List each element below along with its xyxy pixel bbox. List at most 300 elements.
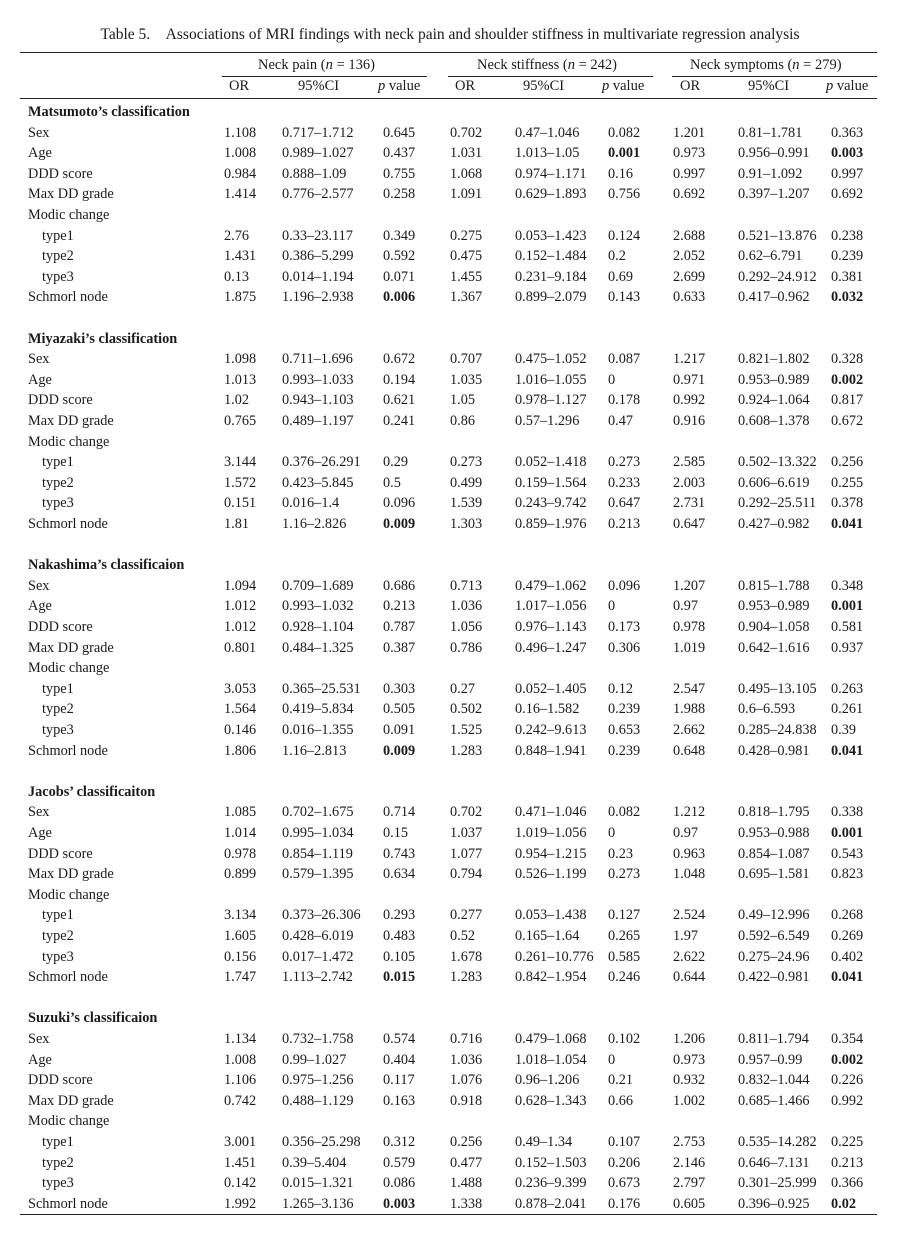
table-cell: 0.502: [450, 701, 483, 718]
table-cell: 0.742: [224, 1092, 257, 1109]
table-cell: 0.878–2.041: [515, 1195, 587, 1212]
section-title: Nakashima’s classificaion: [28, 557, 185, 574]
table-cell: 0.978–1.127: [515, 392, 587, 409]
table-cell: 0.815–1.788: [738, 577, 810, 594]
p-symbol: p: [826, 78, 834, 94]
table-cell: 0.645: [383, 124, 416, 141]
row-label: DDD score: [28, 392, 93, 409]
table-cell: 0.899: [224, 866, 257, 883]
group-n: n: [567, 57, 575, 73]
table-cell: 0.402: [831, 948, 864, 965]
table-cell: 0.96–1.206: [515, 1072, 580, 1089]
table-cell: 1.008: [224, 1051, 257, 1068]
row-label: Modic change: [28, 886, 110, 903]
table-cell: 0.003: [831, 145, 864, 162]
table-cell: 1.97: [673, 928, 699, 944]
table-cell: 0.592–6.549: [738, 928, 810, 944]
table-cell: 1.019: [673, 639, 706, 656]
table-cell: 0.117: [383, 1072, 415, 1089]
table-cell: 0.5: [383, 474, 401, 491]
table-cell: 0.628–1.343: [515, 1092, 587, 1109]
table-cell: 0.62–6.791: [738, 248, 803, 265]
row-label: DDD score: [28, 845, 93, 862]
table-cell: 0.176: [608, 1195, 641, 1212]
table-cell: 1.068: [450, 165, 483, 182]
row-label: Max DD grade: [28, 866, 114, 883]
column-header-p: [826, 78, 868, 95]
table-cell: 3.134: [224, 907, 257, 924]
table-cell: 0.634: [383, 866, 416, 883]
table-cell: 0.786: [450, 639, 483, 656]
group-underline: [222, 76, 427, 77]
table-cell: 0.475: [450, 248, 483, 265]
group-count: = 136): [332, 57, 375, 73]
column-header-or: OR: [229, 78, 250, 94]
table-cell: 0.495–13.105: [738, 680, 817, 697]
table-cell: 3.144: [224, 454, 257, 471]
table-cell: 0.082: [608, 124, 641, 141]
row-label: type2: [42, 474, 74, 491]
table-cell: 0.243–9.742: [515, 495, 587, 512]
table-cell: 0.268: [831, 907, 864, 924]
table-cell: 0.49–1.34: [515, 1134, 573, 1150]
table-cell: 0.974–1.171: [515, 165, 587, 182]
table-cell: 0.017–1.472: [282, 948, 354, 965]
table-cell: 1.002: [673, 1092, 706, 1109]
group-label: Neck stiffness (: [477, 57, 568, 73]
table-cell: 0.499: [450, 474, 483, 491]
table-cell: 0.695–1.581: [738, 866, 810, 883]
table-cell: 0.151: [224, 495, 257, 512]
table-cell: 0.241: [383, 413, 416, 429]
p-value-word: value: [385, 78, 421, 94]
group-label: Neck symptoms (: [690, 57, 793, 73]
table-cell: 0.419–5.834: [282, 701, 354, 718]
table-cell: 0.954–1.215: [515, 845, 587, 862]
table-cell: 1.031: [450, 145, 483, 162]
table-cell: 0.354: [831, 1031, 864, 1047]
table-cell: 1.525: [450, 722, 483, 738]
table-cell: 2.003: [673, 474, 706, 491]
table-cell: 0.633: [673, 289, 706, 306]
row-label: Max DD grade: [28, 413, 114, 429]
section-title: Jacobs’ classificaiton: [28, 783, 156, 800]
table-cell: 2.547: [673, 680, 706, 697]
row-label: type1: [42, 454, 74, 471]
table-cell: 0.489–1.197: [282, 413, 354, 429]
row-label: Max DD grade: [28, 639, 114, 656]
table-cell: 0.428–6.019: [282, 928, 354, 944]
table-cell: 0.006: [383, 289, 416, 306]
table-cell: 0.953–0.989: [738, 598, 810, 615]
table-cell: 0.387: [383, 639, 416, 656]
table-cell: 0.312: [383, 1134, 416, 1150]
row-label: type3: [42, 948, 74, 965]
table-cell: 2.753: [673, 1134, 706, 1150]
row-label: Sex: [28, 1031, 50, 1047]
table-cell: 0.47: [608, 413, 634, 429]
table-cell: 2.585: [673, 454, 706, 471]
table-cell: 0.015–1.321: [282, 1175, 354, 1192]
table-cell: 0.521–13.876: [738, 227, 817, 244]
table-cell: 0.978: [224, 845, 257, 862]
table-cell: 0.794: [450, 866, 483, 883]
table-cell: 0.475–1.052: [515, 351, 587, 368]
table-cell: 1.16–2.826: [282, 516, 347, 532]
table-cell: 1.564: [224, 701, 257, 718]
row-label: Schmorl node: [28, 516, 108, 532]
table-cell: 0.356–25.298: [282, 1134, 361, 1150]
table-cell: 0.152–1.484: [515, 248, 587, 265]
table-cell: 0.303: [383, 680, 416, 697]
header-rule: [20, 98, 877, 99]
table-cell: 0.997: [831, 165, 864, 182]
table-cell: 0.91–1.092: [738, 165, 803, 182]
table-cell: 0.673: [608, 1175, 641, 1192]
table-cell: 0.163: [383, 1092, 416, 1109]
table-cell: 1.013–1.05: [515, 145, 580, 162]
column-header-ci: 95%CI: [748, 78, 790, 94]
table-cell: 0.6–6.593: [738, 701, 796, 718]
group-header-neck-symptoms: [690, 57, 842, 74]
table-cell: 0.001: [608, 145, 641, 162]
table-cell: 0.233: [608, 474, 641, 491]
table-cell: 0.899–2.079: [515, 289, 587, 306]
table-cell: 3.053: [224, 680, 257, 697]
table-cell: 0.579–1.395: [282, 866, 354, 883]
row-label: Modic change: [28, 1113, 110, 1130]
table-cell: 0.236–9.399: [515, 1175, 587, 1192]
table-cell: 0.053–1.423: [515, 227, 587, 244]
table-cell: 0.002: [831, 1051, 864, 1068]
section-title: Matsumoto’s classification: [28, 104, 190, 120]
table-cell: 0: [608, 825, 616, 841]
table-cell: 0.642–1.616: [738, 639, 810, 656]
table-cell: 0.032: [831, 289, 864, 306]
table-cell: 2.731: [673, 495, 706, 512]
table-cell: 0.702: [450, 124, 483, 141]
table-cell: 0.685–1.466: [738, 1092, 810, 1109]
table-cell: 0.484–1.325: [282, 639, 354, 656]
table-cell: 0.427–0.982: [738, 516, 810, 532]
table-cell: 0.924–1.064: [738, 392, 810, 409]
table-cell: 0.801: [224, 639, 257, 656]
table-cell: 0.001: [831, 825, 864, 841]
table-cell: 0.99–1.027: [282, 1051, 347, 1068]
row-label: Sex: [28, 577, 50, 594]
table-cell: 0.258: [383, 186, 416, 203]
table-cell: 1.037: [450, 825, 483, 841]
table-cell: 0.213: [831, 1154, 864, 1171]
section-title: Miyazaki’s classification: [28, 330, 178, 347]
p-value-word: value: [833, 78, 869, 94]
table-cell: 0.648: [673, 742, 706, 759]
table-cell: 0.993–1.032: [282, 598, 354, 615]
table-cell: 0.732–1.758: [282, 1031, 354, 1047]
table-cell: 0.888–1.09: [282, 165, 347, 182]
table-cell: 0.943–1.103: [282, 392, 354, 409]
table-cell: 1.013: [224, 371, 257, 388]
table-cell: 1.747: [224, 969, 257, 986]
table-cell: 0.479–1.068: [515, 1031, 587, 1047]
group-n: n: [792, 57, 800, 73]
table-cell: 0.984: [224, 165, 257, 182]
table-cell: 0.052–1.418: [515, 454, 587, 471]
table-cell: 0.417–0.962: [738, 289, 810, 306]
p-value-word: value: [609, 78, 645, 94]
p-symbol: p: [378, 78, 386, 94]
row-label: Schmorl node: [28, 742, 108, 759]
table-cell: 1.014: [224, 825, 257, 841]
table-cell: 0.338: [831, 804, 864, 821]
table-cell: 0.997: [673, 165, 706, 182]
table-cell: 0.992: [831, 1092, 864, 1109]
table-cell: 0.381: [831, 268, 864, 285]
table-cell: 0.49–12.996: [738, 907, 810, 924]
table-cell: 1.539: [450, 495, 483, 512]
table-cell: 1.283: [450, 742, 483, 759]
table-cell: 1.992: [224, 1195, 257, 1212]
table-cell: 0.428–0.981: [738, 742, 810, 759]
row-label: Max DD grade: [28, 1092, 114, 1109]
table-cell: 0.916: [673, 413, 706, 429]
table-cell: 1.016–1.055: [515, 371, 587, 388]
table-cell: 0.2: [608, 248, 626, 265]
table-cell: 0.644: [673, 969, 706, 986]
table-cell: 0.087: [608, 351, 641, 368]
table-cell: 1.091: [450, 186, 483, 203]
table-cell: 1.16–2.813: [282, 742, 347, 759]
table-cell: 0.995–1.034: [282, 825, 354, 841]
table-cell: 0.488–1.129: [282, 1092, 354, 1109]
table-cell: 0.348: [831, 577, 864, 594]
table-cell: 0.702: [450, 804, 483, 821]
table-cell: 0.306: [608, 639, 641, 656]
table-cell: 0.928–1.104: [282, 619, 354, 635]
table-cell: 1.018–1.054: [515, 1051, 587, 1068]
row-label: type2: [42, 1154, 74, 1171]
table-cell: 0.261: [831, 701, 864, 718]
table-cell: 0.041: [831, 969, 864, 986]
table-cell: 1.875: [224, 289, 257, 306]
table-cell: 0.953–0.988: [738, 825, 810, 841]
table-cell: 0.206: [608, 1154, 641, 1171]
table-cell: 0.97: [673, 598, 699, 615]
table-cell: 0.479–1.062: [515, 577, 587, 594]
table-cell: 0.02: [831, 1195, 857, 1212]
table-cell: 0.328: [831, 351, 864, 368]
section-title: Suzuki’s classificaion: [28, 1010, 158, 1027]
table-cell: 0.246: [608, 969, 641, 986]
row-label: DDD score: [28, 619, 93, 635]
table-cell: 0.956–0.991: [738, 145, 810, 162]
row-label: Modic change: [28, 660, 110, 677]
table-cell: 1.036: [450, 598, 483, 615]
table-cell: 0.365–25.531: [282, 680, 361, 697]
table-cell: 1.077: [450, 845, 483, 862]
table-cell: 1.048: [673, 866, 706, 883]
table-cell: 0.269: [831, 928, 864, 944]
table-cell: 0.811–1.794: [738, 1031, 809, 1047]
table-cell: 0.47–1.046: [515, 124, 580, 141]
table-cell: 1.108: [224, 124, 257, 141]
table-cell: 1.076: [450, 1072, 483, 1089]
table-cell: 1.678: [450, 948, 483, 965]
table-cell: 0.404: [383, 1051, 416, 1068]
table-cell: 2.797: [673, 1175, 706, 1192]
table-cell: 2.688: [673, 227, 706, 244]
table-cell: 0.823: [831, 866, 864, 883]
table-cell: 0.646–7.131: [738, 1154, 810, 1171]
table-cell: 0.711–1.696: [282, 351, 353, 368]
table-cell: 0.273: [608, 866, 641, 883]
column-header-p: [602, 78, 644, 95]
table-cell: 0.743: [383, 845, 416, 862]
row-label: Sex: [28, 804, 50, 821]
table-cell: 0.349: [383, 227, 416, 244]
table-cell: 0.277: [450, 907, 483, 924]
row-label: DDD score: [28, 165, 93, 182]
table-cell: 1.212: [673, 804, 706, 821]
table-cell: 0.496–1.247: [515, 639, 587, 656]
table-cell: 2.146: [673, 1154, 706, 1171]
group-underline: [672, 76, 877, 77]
table-cell: 1.455: [450, 268, 483, 285]
table-cell: 0.992: [673, 392, 706, 409]
table-cell: 0.091: [383, 722, 416, 738]
table-cell: 0.376–26.291: [282, 454, 361, 471]
row-label: type3: [42, 722, 74, 738]
table-cell: 0.396–0.925: [738, 1195, 810, 1212]
table-cell: 1.988: [673, 701, 706, 718]
table-cell: 0.854–1.119: [282, 845, 353, 862]
table-cell: 0.904–1.058: [738, 619, 810, 635]
table-cell: 0.156: [224, 948, 257, 965]
table-cell: 0.765: [224, 413, 257, 429]
table-cell: 0.041: [831, 516, 864, 532]
column-header-ci: 95%CI: [298, 78, 340, 94]
column-header-p: [378, 78, 420, 95]
table-cell: 0.953–0.989: [738, 371, 810, 388]
table-cell: 0.653: [608, 722, 641, 738]
group-n: n: [325, 57, 333, 73]
row-label: type3: [42, 1175, 74, 1192]
table-cell: 0.285–24.838: [738, 722, 817, 738]
row-label: type3: [42, 268, 74, 285]
row-label: type3: [42, 495, 74, 512]
table-cell: 2.662: [673, 722, 706, 738]
row-label: Sex: [28, 124, 50, 141]
table-cell: 0.39–5.404: [282, 1154, 347, 1171]
table-cell: 1.098: [224, 351, 257, 368]
table-cell: 0.275–24.96: [738, 948, 810, 965]
row-label: Schmorl node: [28, 969, 108, 986]
table-cell: 0.963: [673, 845, 706, 862]
table-cell: 0.989–1.027: [282, 145, 354, 162]
table-cell: 0.483: [383, 928, 416, 944]
table-cell: 1.05: [450, 392, 476, 409]
table-cell: 1.134: [224, 1031, 257, 1047]
table-cell: 0.69: [608, 268, 634, 285]
table-cell: 0.692: [831, 186, 864, 203]
table-cell: 1.035: [450, 371, 483, 388]
table-cell: 0.23: [608, 845, 634, 862]
table-cell: 0.29: [383, 454, 409, 471]
table-cell: 0: [608, 371, 616, 388]
table-cell: 1.012: [224, 598, 257, 615]
table-cell: 1.367: [450, 289, 483, 306]
table-cell: 3.001: [224, 1134, 257, 1150]
table-cell: 0.213: [383, 598, 416, 615]
table-cell: 0.707: [450, 351, 483, 368]
table-cell: 2.76: [224, 227, 250, 244]
table-cell: 0.301–25.999: [738, 1175, 817, 1192]
table-cell: 0.107: [608, 1134, 641, 1150]
table-cell: 0.293: [383, 907, 416, 924]
group-label: Neck pain (: [258, 57, 326, 73]
table-cell: 0.014–1.194: [282, 268, 354, 285]
row-label: Schmorl node: [28, 1195, 108, 1212]
table-cell: 1.283: [450, 969, 483, 986]
table-cell: 1.036: [450, 1051, 483, 1068]
table-cell: 0.713: [450, 577, 483, 594]
table-cell: 0.716: [450, 1031, 483, 1047]
table-cell: 1.085: [224, 804, 257, 821]
row-label: Age: [28, 145, 52, 162]
column-header-ci: 95%CI: [523, 78, 565, 94]
table-cell: 0.606–6.619: [738, 474, 810, 491]
table-cell: 0.146: [224, 722, 257, 738]
table-cell: 1.196–2.938: [282, 289, 354, 306]
table-cell: 0.574: [383, 1031, 416, 1047]
table-cell: 0.178: [608, 392, 641, 409]
table-cell: 1.605: [224, 928, 257, 944]
row-label: Schmorl node: [28, 289, 108, 306]
row-label: type1: [42, 680, 74, 697]
table-cell: 0.378: [831, 495, 864, 512]
table-cell: 1.012: [224, 619, 257, 635]
table-cell: 0.755: [383, 165, 416, 182]
table-cell: 0.071: [383, 268, 416, 285]
table-cell: 0.976–1.143: [515, 619, 587, 635]
row-label: Sex: [28, 351, 50, 368]
table-cell: 0.422–0.981: [738, 969, 810, 986]
table-cell: 0.52: [450, 928, 476, 944]
table-cell: 0.97: [673, 825, 699, 841]
table-cell: 0.231–9.184: [515, 268, 587, 285]
table-cell: 0.386–5.299: [282, 248, 354, 265]
row-label: Age: [28, 1051, 52, 1068]
table-cell: 0.621: [383, 392, 416, 409]
table-cell: 0.629–1.893: [515, 186, 587, 203]
table-cell: 0.581: [831, 619, 864, 635]
top-rule: [20, 52, 877, 53]
table-cell: 0.261–10.776: [515, 948, 594, 965]
bottom-rule: [20, 1214, 877, 1215]
table-cell: 0.082: [608, 804, 641, 821]
table-cell: 0.21: [608, 1072, 634, 1089]
table-cell: 0.975–1.256: [282, 1072, 354, 1089]
table-cell: 0: [608, 1051, 616, 1068]
table-cell: 0.292–25.511: [738, 495, 817, 512]
table-cell: 0.016–1.4: [282, 495, 340, 512]
table-cell: 0.973: [673, 145, 706, 162]
table-cell: 0.86: [450, 413, 476, 429]
table-cell: 0.239: [831, 248, 864, 265]
row-label: type1: [42, 907, 74, 924]
table-cell: 0.16: [608, 165, 634, 182]
row-label: type2: [42, 928, 74, 944]
